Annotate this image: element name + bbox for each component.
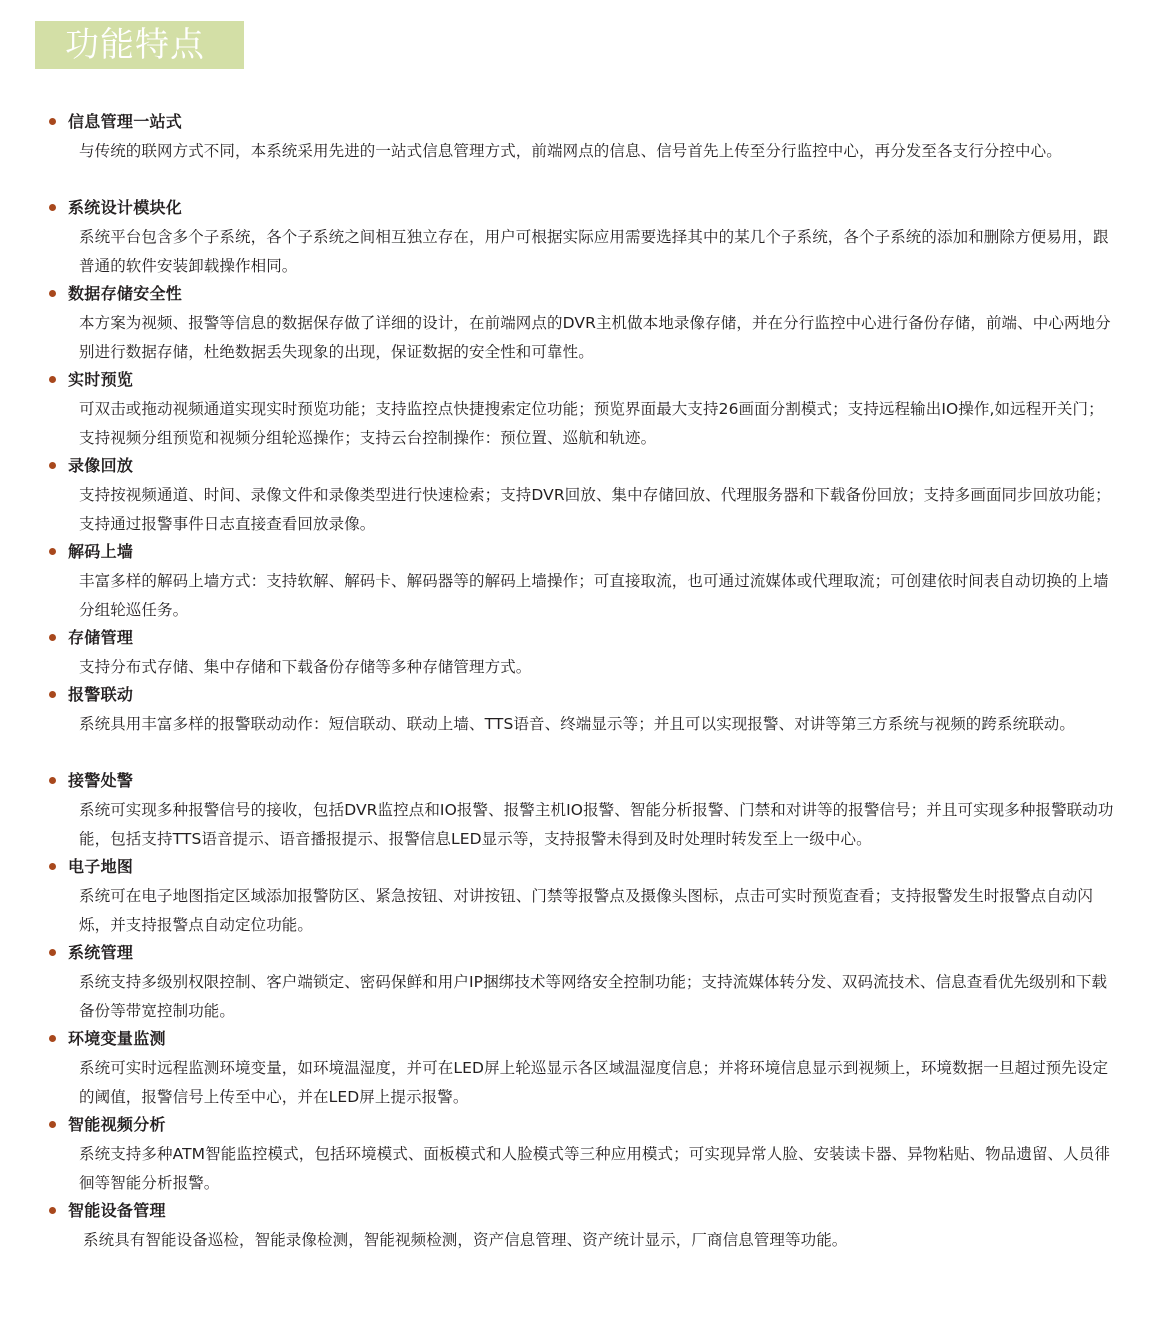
feature-description: 丰富多样的解码上墙方式：支持软解、解码卡、解码器等的解码上墙操作；可直接取流，也可通过流媒体或代理取流；可创建依时间表自动切换的上墙分组轮巡任务。 [79, 572, 1109, 619]
feature-item-playback [0, 452, 1152, 538]
feature-title: 电子地图 [68, 857, 134, 876]
feature-description: 支持分布式存储、集中存储和下载备份存储等多种存储管理方式。 [79, 658, 532, 676]
feature-item-environment-monitoring [0, 1025, 1152, 1111]
bullet-icon [49, 118, 56, 125]
bullet-icon [49, 548, 56, 555]
feature-description: 系统具用丰富多样的报警联动动作：短信联动、联动上墙、TTS语音、终端显示等；并且可以实现报警、对讲等第三方系统与视频的跨系统联动。 [79, 715, 1076, 733]
bullet-icon [49, 777, 56, 784]
section-title: 功能特点 [65, 25, 205, 65]
feature-item-modular-design [0, 194, 1152, 280]
feature-title: 智能视频分析 [68, 1115, 166, 1134]
bullet-icon [49, 1207, 56, 1214]
feature-item-video-wall-decoding [0, 538, 1152, 624]
feature-description: 与传统的联网方式不同，本系统采用先进的一站式信息管理方式，前端网点的信息、信号首先上传至分行监控中心，再分发至各支行分控中心。 [79, 142, 1062, 160]
bullet-icon [49, 1035, 56, 1042]
bullet-icon [49, 462, 56, 469]
section-header-band [35, 21, 244, 69]
bullet-icon [49, 691, 56, 698]
feature-item-storage-security [0, 280, 1152, 366]
feature-item-system-management [0, 939, 1152, 1025]
feature-description: 系统具有智能设备巡检，智能录像检测，智能视频检测，资产信息管理、资产统计显示，厂商信息管理等功能。 [83, 1231, 848, 1249]
feature-description: 本方案为视频、报警等信息的数据保存做了详细的设计，在前端网点的DVR主机做本地录像存储，并在分行监控中心进行备份存储，前端、中心两地分别进行数据存储，杜绝数据丢失现象的出现，保证数据的安全性和可靠性。 [79, 314, 1111, 361]
feature-title: 报警联动 [68, 685, 134, 704]
feature-item-video-analytics [0, 1111, 1152, 1197]
feature-title: 解码上墙 [68, 542, 134, 561]
feature-item-live-preview [0, 366, 1152, 452]
feature-item-alarm-linkage [0, 681, 1152, 767]
feature-description: 系统平台包含多个子系统，各个子系统之间相互独立存在，用户可根据实际应用需要选择其中的某几个子系统，各个子系统的添加和删除方便易用，跟普通的软件安装卸载操作相同。 [79, 228, 1109, 275]
bullet-icon [49, 634, 56, 641]
feature-item-e-map [0, 853, 1152, 939]
bullet-icon [49, 863, 56, 870]
feature-title: 接警处警 [68, 771, 134, 790]
feature-item-alarm-handling [0, 767, 1152, 853]
feature-description: 系统支持多级别权限控制、客户端锁定、密码保鲜和用户IP捆绑技术等网络安全控制功能；支持流媒体转分发、双码流技术、信息查看优先级别和下载备份等带宽控制功能。 [79, 973, 1108, 1020]
feature-title: 信息管理一站式 [68, 112, 183, 131]
feature-title: 智能设备管理 [68, 1201, 166, 1220]
feature-description: 支持按视频通道、时间、录像文件和录像类型进行快速检索；支持DVR回放、集中存储回放、代理服务器和下载备份回放；支持多画面同步回放功能；支持通过报警事件日志直接查看回放录像。 [79, 486, 1111, 533]
feature-description: 系统支持多种ATM智能监控模式，包括环境模式、面板模式和人脸模式等三种应用模式；可实现异常人脸、安装读卡器、异物粘贴、物品遗留、人员徘徊等智能分析报警。 [79, 1145, 1110, 1192]
feature-title: 实时预览 [68, 370, 134, 389]
feature-item-storage-management [0, 624, 1152, 681]
feature-title: 环境变量监测 [68, 1029, 166, 1048]
feature-item-info-management [0, 108, 1152, 194]
bullet-icon [49, 376, 56, 383]
bullet-icon [49, 1121, 56, 1128]
feature-title: 系统管理 [68, 943, 134, 962]
feature-title: 系统设计模块化 [68, 198, 183, 217]
feature-title: 录像回放 [68, 456, 134, 475]
feature-item-device-management [0, 1197, 1152, 1254]
feature-list [0, 108, 1152, 1254]
feature-description: 系统可实现多种报警信号的接收，包括DVR监控点和IO报警、报警主机IO报警、智能分析报警、门禁和对讲等的报警信号；并且可实现多种报警联动功能，包括支持TTS语音提示、语音播报提示、报警信息LED显示等，支持报警未得到及时处理时转发至上一级中心。 [79, 801, 1114, 848]
feature-description: 系统可在电子地图指定区域添加报警防区、紧急按钮、对讲按钮、门禁等报警点及摄像头图标，点击可实时预览查看；支持报警发生时报警点自动闪烁，并支持报警点自动定位功能。 [79, 887, 1094, 934]
feature-title: 数据存储安全性 [68, 284, 183, 303]
feature-description: 可双击或拖动视频通道实现实时预览功能；支持监控点快捷搜索定位功能；预览界面最大支持26画面分割模式；支持远程输出IO操作,如远程开关门；支持视频分组预览和视频分组轮巡操作；支持云台控制操作：预位置、巡航和轨迹。 [79, 400, 1104, 447]
bullet-icon [49, 290, 56, 297]
bullet-icon [49, 204, 56, 211]
bullet-icon [49, 949, 56, 956]
feature-description: 系统可实时远程监测环境变量，如环境温湿度，并可在LED屏上轮巡显示各区域温湿度信息；并将环境信息显示到视频上，环境数据一旦超过预先设定的阈值，报警信号上传至中心，并在LED屏上提示报警。 [79, 1059, 1109, 1106]
feature-title: 存储管理 [68, 628, 134, 647]
